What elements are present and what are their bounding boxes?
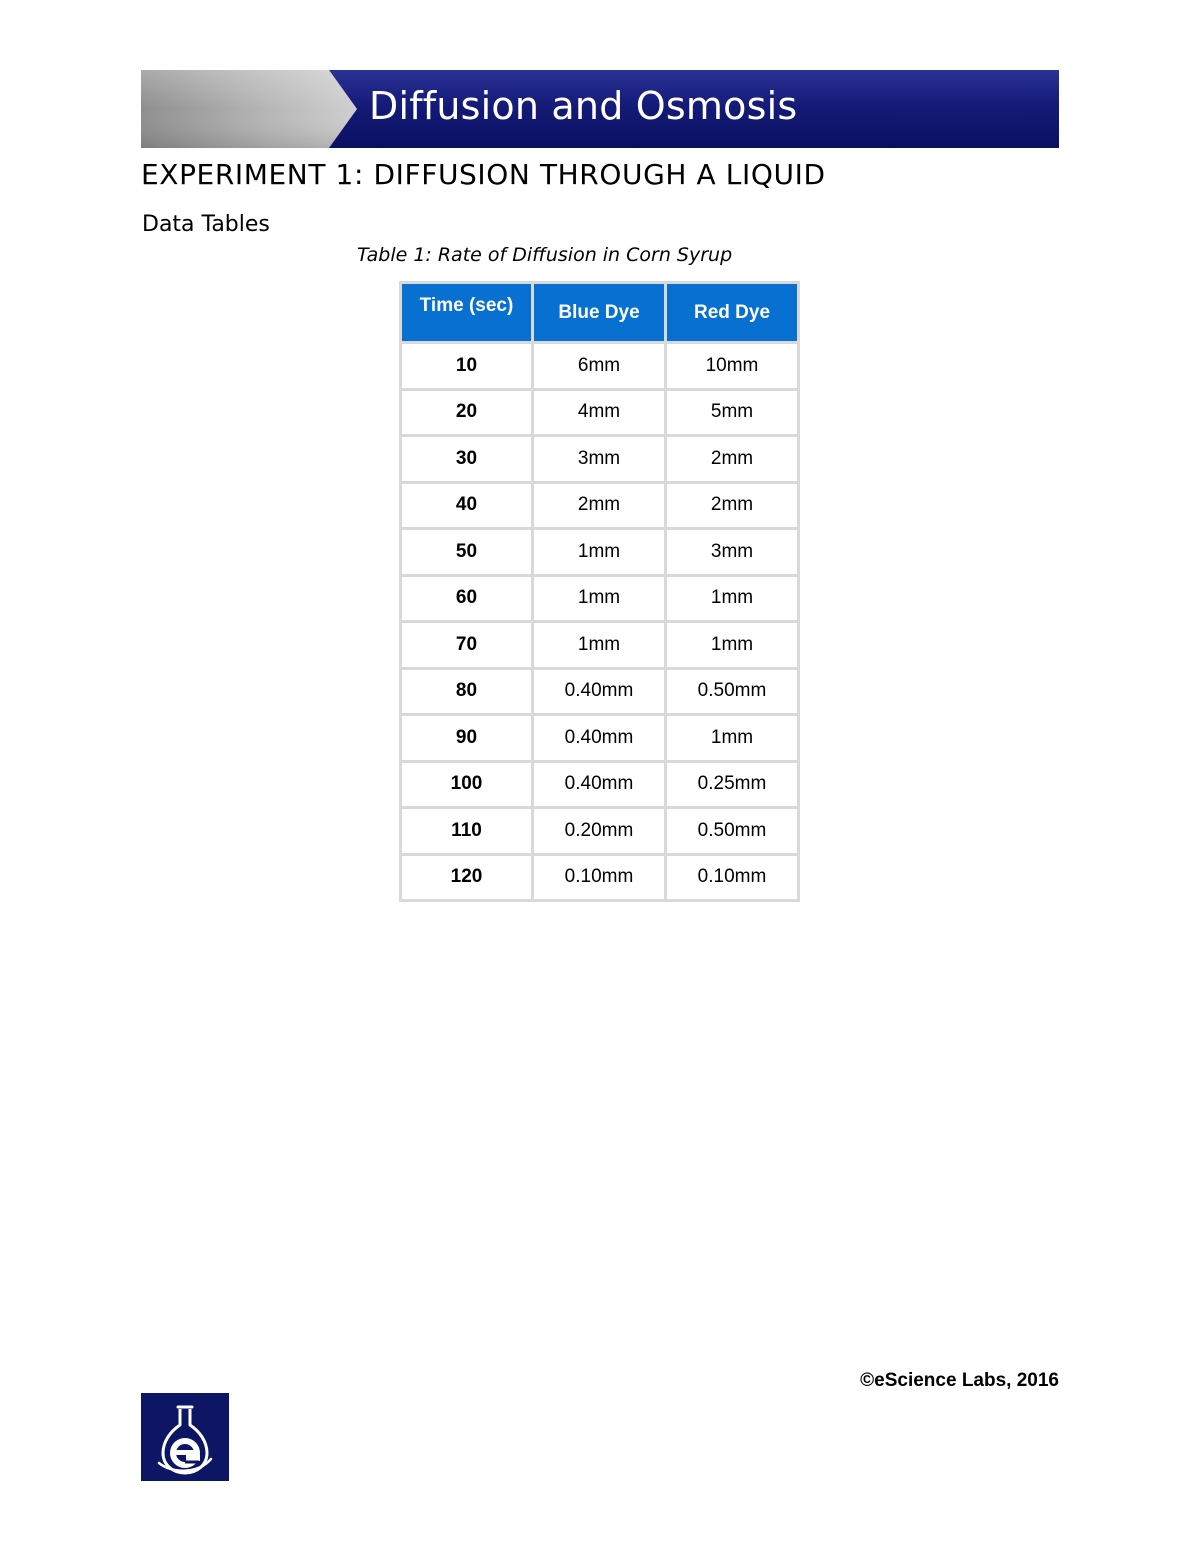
time-cell: 50 <box>402 530 531 574</box>
copyright-text: ©eScience Labs, 2016 <box>860 1370 1059 1391</box>
red-dye-cell: 0.50mm <box>667 809 797 853</box>
red-dye-cell: 0.50mm <box>667 670 797 714</box>
blue-dye-cell: 0.10mm <box>534 856 664 900</box>
time-cell: 40 <box>402 484 531 528</box>
table-row <box>402 530 797 574</box>
time-cell: 80 <box>402 670 531 714</box>
title-banner <box>141 70 1059 148</box>
header-blue-dye: Blue Dye <box>534 284 664 341</box>
time-cell: 70 <box>402 623 531 667</box>
table-caption: Table 1: Rate of Diffusion in Corn Syrup <box>357 244 733 266</box>
blue-dye-cell: 0.40mm <box>534 763 664 807</box>
blue-dye-cell: 4mm <box>534 391 664 435</box>
table-row <box>402 856 797 900</box>
section-heading: Data Tables <box>142 212 270 237</box>
blue-dye-cell: 0.20mm <box>534 809 664 853</box>
experiment-heading: EXPERIMENT 1: DIFFUSION THROUGH A LIQUID <box>141 158 826 191</box>
blue-dye-cell: 1mm <box>534 530 664 574</box>
blue-dye-cell: 2mm <box>534 484 664 528</box>
table-row <box>402 391 797 435</box>
blue-dye-cell: 6mm <box>534 344 664 388</box>
red-dye-cell: 1mm <box>667 716 797 760</box>
red-dye-cell: 10mm <box>667 344 797 388</box>
header-time: Time (sec) <box>402 284 531 341</box>
time-cell: 120 <box>402 856 531 900</box>
table-row <box>402 623 797 667</box>
red-dye-cell: 2mm <box>667 437 797 481</box>
table-row <box>402 670 797 714</box>
blue-dye-cell: 0.40mm <box>534 716 664 760</box>
time-cell: 90 <box>402 716 531 760</box>
time-cell: 30 <box>402 437 531 481</box>
red-dye-cell: 3mm <box>667 530 797 574</box>
time-cell: 10 <box>402 344 531 388</box>
red-dye-cell: 1mm <box>667 577 797 621</box>
time-cell: 60 <box>402 577 531 621</box>
red-dye-cell: 2mm <box>667 484 797 528</box>
blue-dye-cell: 0.40mm <box>534 670 664 714</box>
escience-logo <box>141 1393 229 1481</box>
red-dye-cell: 5mm <box>667 391 797 435</box>
table-row <box>402 344 797 388</box>
table-row <box>402 716 797 760</box>
banner-title: Diffusion and Osmosis <box>369 84 798 128</box>
red-dye-cell: 0.25mm <box>667 763 797 807</box>
table-row <box>402 763 797 807</box>
flask-e-logo-icon <box>141 1393 229 1481</box>
header-red-dye: Red Dye <box>667 284 797 341</box>
red-dye-cell: 0.10mm <box>667 856 797 900</box>
table-row <box>402 437 797 481</box>
diffusion-data-table <box>399 281 800 902</box>
table-header-row <box>402 284 797 341</box>
time-cell: 100 <box>402 763 531 807</box>
blue-dye-cell: 3mm <box>534 437 664 481</box>
time-cell: 20 <box>402 391 531 435</box>
blue-dye-cell: 1mm <box>534 623 664 667</box>
table-row <box>402 484 797 528</box>
red-dye-cell: 1mm <box>667 623 797 667</box>
time-cell: 110 <box>402 809 531 853</box>
blue-dye-cell: 1mm <box>534 577 664 621</box>
table-row <box>402 809 797 853</box>
table-row <box>402 577 797 621</box>
